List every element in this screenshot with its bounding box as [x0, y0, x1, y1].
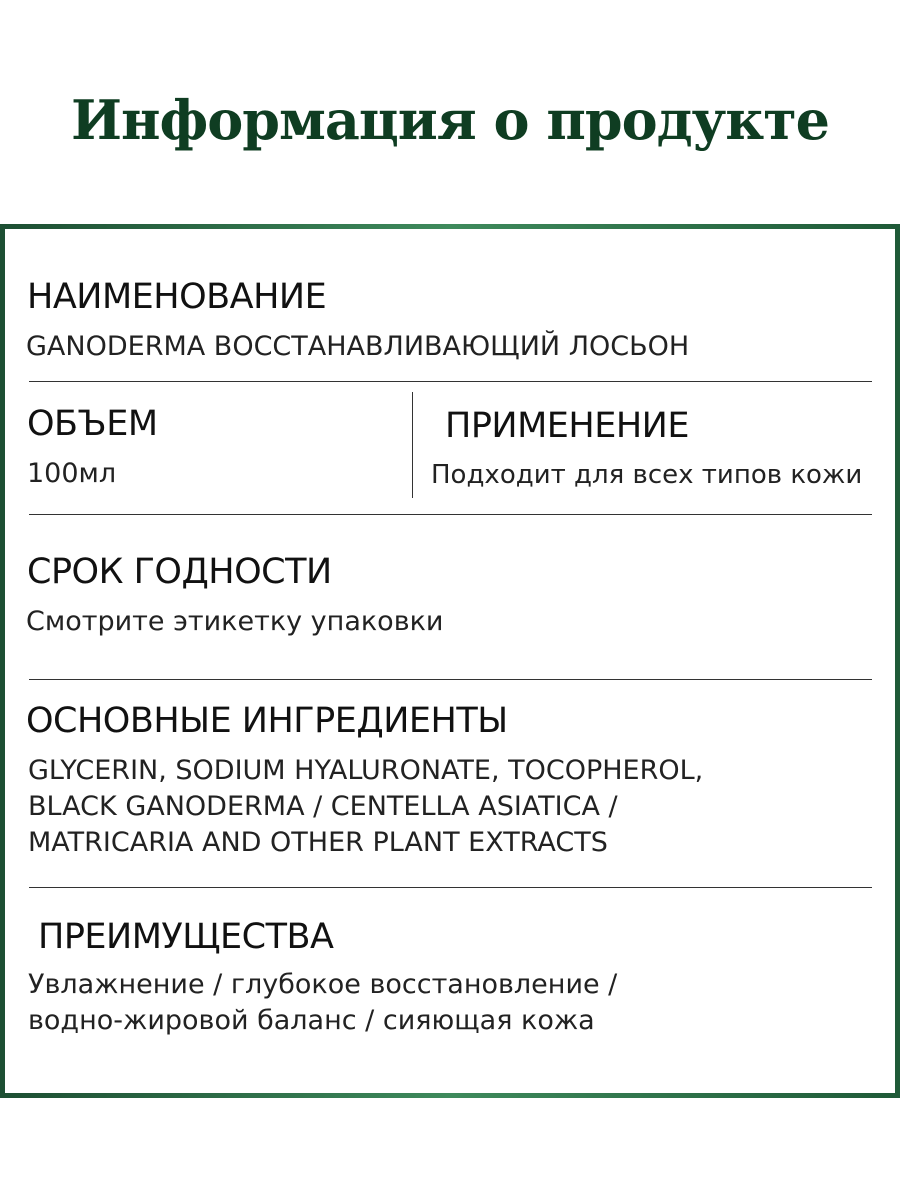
page-title: Информация о продукте [70, 88, 830, 152]
name-heading: НАИМЕНОВАНИЕ [27, 277, 327, 317]
name-value: GANODERMA ВОССТАНАВЛИВАЮЩИЙ ЛОСЬОН [26, 331, 690, 362]
shelf-life-heading: СРОК ГОДНОСТИ [27, 552, 332, 592]
divider [29, 381, 872, 382]
ingredients-line: GLYCERIN, SODIUM HYALURONATE, TOCOPHEROL, [28, 755, 704, 786]
divider [29, 887, 872, 888]
shelf-life-value: Смотрите этикетку упаковки [26, 606, 444, 637]
usage-heading: ПРИМЕНЕНИЕ [445, 406, 689, 446]
benefits-list [28, 967, 617, 1039]
benefits-line: Увлажнение / глубокое восстановление / [28, 969, 618, 1000]
benefits-heading: ПРЕИМУЩЕСТВА [38, 917, 334, 957]
ingredients-list [28, 753, 703, 861]
ingredients-line: MATRICARIA AND OTHER PLANT EXTRACTS [28, 827, 608, 858]
divider [29, 679, 872, 680]
volume-heading: ОБЪЕМ [27, 404, 158, 444]
column-divider [412, 392, 413, 498]
volume-value: 100мл [27, 458, 117, 489]
benefits-line: водно-жировой баланс / сияющая кожа [28, 1005, 595, 1036]
ingredients-line: BLACK GANODERMA / CENTELLA ASIATICA / [28, 791, 618, 822]
ingredients-heading: ОСНОВНЫЕ ИНГРЕДИЕНТЫ [26, 701, 508, 741]
usage-value: Подходит для всех типов кожи [431, 460, 863, 490]
divider [29, 514, 872, 515]
